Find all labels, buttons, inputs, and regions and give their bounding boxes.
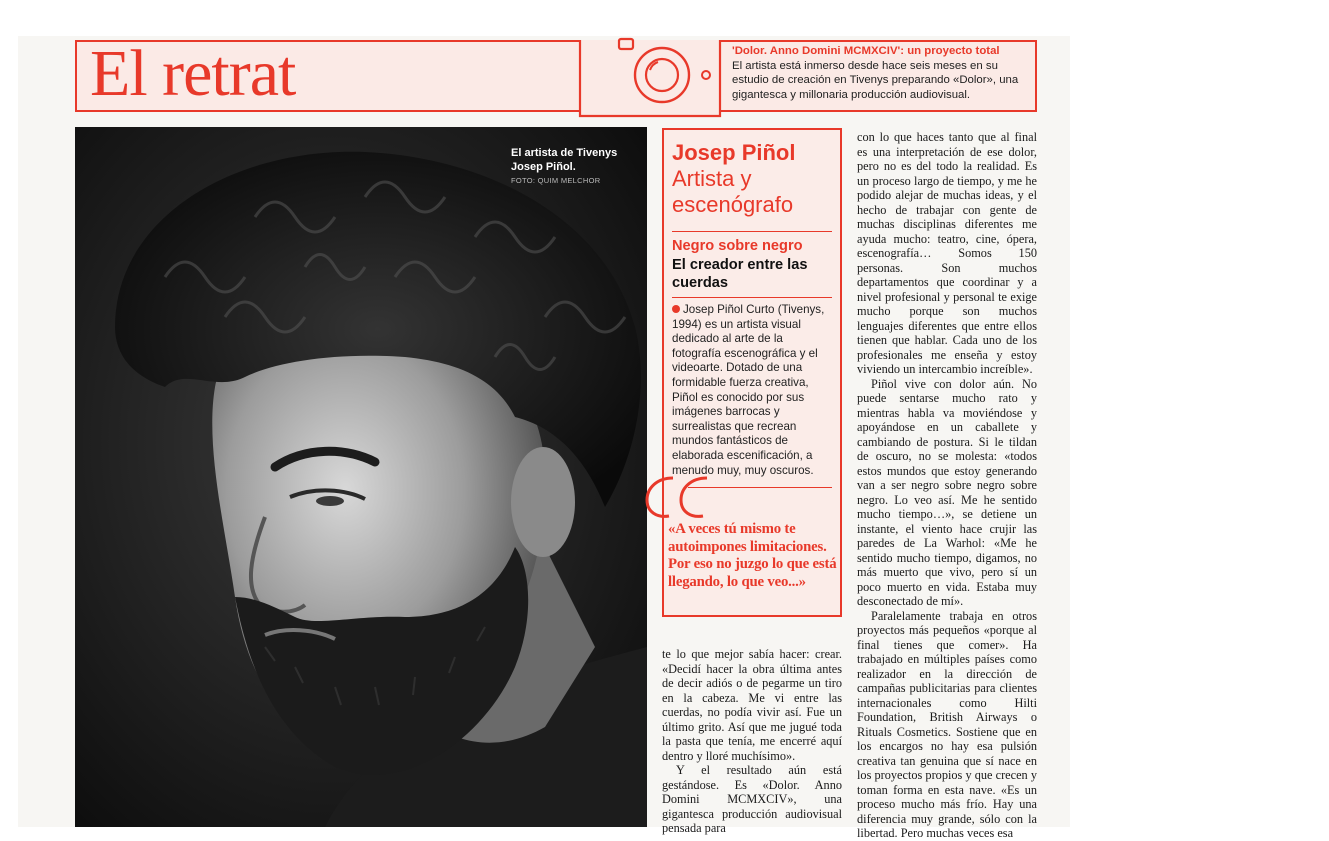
- paragraph: con lo que haces tanto que al final es una interpretación de ese dolor, pero no es del todo la realidad. Es un proceso largo de tiempo, y me he podido alejar de muchas ideas, y el hecho de trabajar con gente de muchas disciplinas diferentes me ayuda mucho: teatro, cine, ópera, escenografía… Somos 150 personas. Son muchos departamentos que coordinar y a nivel profesional y personal te exige mucho porque son muchos lenguajes diferentes que entre ellos tienen que hablar. Cada uno de los profesionales me enseña y estoy viviendo un intercambio increíble».: [857, 130, 1037, 376]
- camera-icon: [578, 36, 724, 118]
- profile-name: Josep Piñol: [672, 140, 796, 165]
- subhead: El creador entre las cuerdas: [672, 257, 808, 291]
- promo-title: 'Dolor. Anno Domini MCMXCIV': un proyecto total: [732, 45, 1000, 57]
- paragraph: te lo que mejor sabía hacer: crear. «Decidí hacer la obra última antes de decir adiós o de pegarme un tiro en la cabeza. Me vi entre las cuerdas, no podía vivir así. Fue un último grito. Así que me jugué toda la pasta que tenía, me encerré aquí dentro y lloré muchísimo».: [662, 647, 842, 763]
- paragraph: Y el resultado aún está gestándose. Es «Dolor. Anno Domini MCMXCIV», una gigantesca producción audiovisual pensada para: [662, 763, 842, 835]
- portrait-photo: [75, 127, 647, 827]
- bio-text: Josep Piñol Curto (Tivenys, 1994) es un artista visual dedicado al arte de la fotografía escenográfica y el videoarte. Dotado de una formidable fuerza creativa, Piñol es conocido por sus imágenes barrocas y surrealistas que recrean mundos fantásticos de elaborada escenificación, a menudo muy, muy oscuros.: [672, 303, 825, 477]
- caption-text: El artista de Tivenys Josep Piñol.: [511, 147, 618, 173]
- promo-text: El artista está inmerso desde hace seis meses en su estudio de creación en Tivenys preparando «Dolor», una gigantesca y millonaria producción audiovisual.: [732, 59, 1019, 101]
- profile-bio: [672, 303, 834, 478]
- divider: [672, 297, 832, 298]
- paragraph: Piñol vive con dolor aún. No puede sentarse mucho rato y mientras habla va moviéndose y apoyándose en un caballete y cambiando de postura. Si le tildan de oscuro, no se molesta: «todos estos mundos que estoy generando van a ser negro sobre negro sobre negro. Lo veo así. Me he sentido mucho tiempo…», se detiene un instante, el viento hace crujir las paredes de La Warhol: «Me he sentido mucho tiempo, digamos, no más muerto que vivo, pero sí un poco muerto en vida. Estaba muy desconectado de mí».: [857, 376, 1037, 608]
- profile-role: Artista y escenógrafo: [672, 166, 794, 217]
- body-column-right: [857, 130, 1037, 841]
- paragraph: Paralelamente trabaja en otros proyectos más pequeños «porque al final tienes que comer». Ha trabajado en múltiples países como realizador en la dirección de campañas publicitarias para clientes internacionales como Hilti Foundation, British Airways o Rituals Cosmetics. Sostiene que en los encargos no hay esa pulsión creativa tan genuina que sí nace en los proyectos propios y que crecen y toman forma en esta nave. «Es un proceso mucho más frío. Hay una diferencia muy grande, sólo con la libertad. Pero muchas veces esa: [857, 608, 1037, 840]
- kicker: Negro sobre negro: [672, 238, 803, 254]
- divider: [688, 487, 832, 488]
- bullet-icon: [672, 305, 680, 313]
- photo-caption: [511, 146, 641, 187]
- section-title: El retrat: [90, 37, 296, 110]
- photo-credit: FOTO: QUIM MELCHOR: [511, 176, 601, 185]
- portrait-illustration: [75, 127, 647, 827]
- divider: [672, 231, 832, 232]
- pull-quote: «A veces tú mismo te autoimpones limitaciones. Por eso no juzgo lo que está llegando, lo que veo...»: [668, 521, 837, 590]
- quote-mark-icon: [643, 470, 715, 522]
- body-column-left: [662, 647, 842, 836]
- promo-block: [732, 44, 1032, 102]
